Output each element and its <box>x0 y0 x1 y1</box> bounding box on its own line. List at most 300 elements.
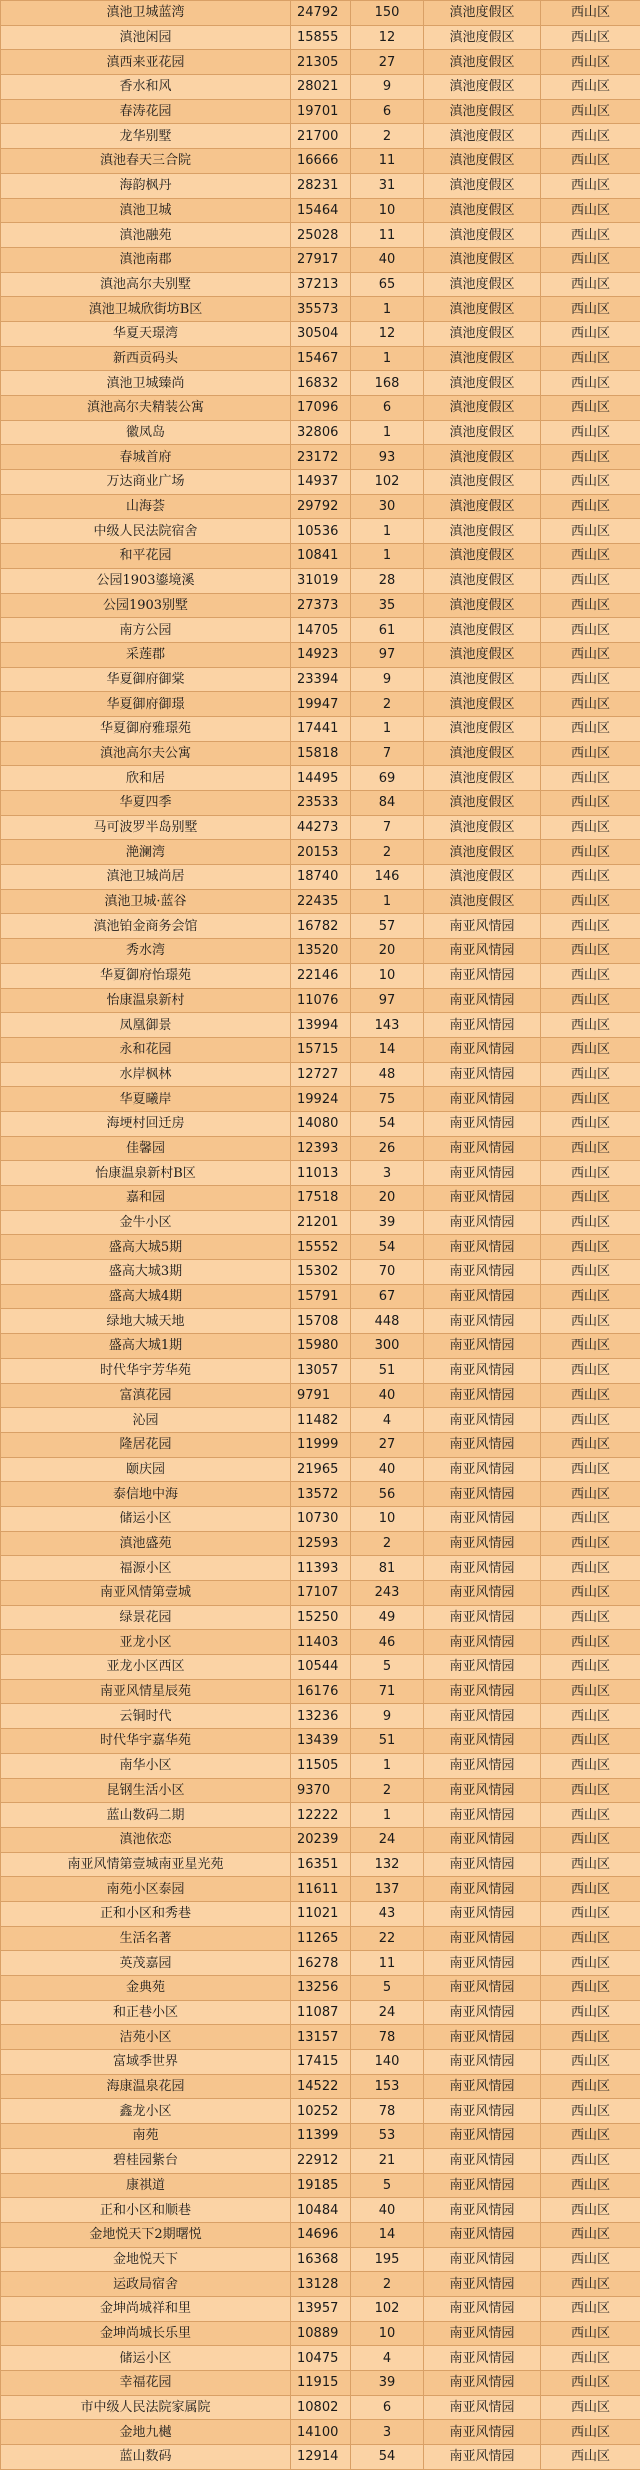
listing-count-cell: 78 <box>351 2025 424 2050</box>
district-cell: 西山区 <box>541 791 640 816</box>
district-cell: 西山区 <box>541 346 640 371</box>
table-row <box>1 445 640 470</box>
district-cell: 西山区 <box>541 1976 640 2001</box>
table-row <box>1 1013 640 1038</box>
price-cell: 17096 <box>291 396 351 421</box>
table-row <box>1 1803 640 1828</box>
area-cell: 南亚风情园 <box>424 2173 541 2198</box>
district-cell: 西山区 <box>541 1605 640 1630</box>
price-cell: 10841 <box>291 544 351 569</box>
area-cell: 南亚风情园 <box>424 1037 541 1062</box>
listing-count-cell: 10 <box>351 2321 424 2346</box>
price-cell: 16368 <box>291 2247 351 2272</box>
area-cell: 南亚风情园 <box>424 2395 541 2420</box>
price-cell: 21305 <box>291 50 351 75</box>
table-row <box>1 1729 640 1754</box>
area-cell: 南亚风情园 <box>424 1753 541 1778</box>
district-cell: 西山区 <box>541 2124 640 2149</box>
area-cell: 南亚风情园 <box>424 2346 541 2371</box>
community-name-cell: 南亚风情第壹城 <box>1 1581 291 1606</box>
price-cell: 13957 <box>291 2296 351 2321</box>
district-cell: 西山区 <box>541 1358 640 1383</box>
area-cell: 南亚风情园 <box>424 1704 541 1729</box>
price-cell: 25028 <box>291 223 351 248</box>
community-name-cell: 滇池融苑 <box>1 223 291 248</box>
community-name-cell: 华夏御府怡璟苑 <box>1 963 291 988</box>
district-cell: 西山区 <box>541 420 640 445</box>
area-cell: 南亚风情园 <box>424 1729 541 1754</box>
area-cell: 滇池度假区 <box>424 99 541 124</box>
district-cell: 西山区 <box>541 2321 640 2346</box>
community-name-cell: 金地九樾 <box>1 2420 291 2445</box>
community-name-cell: 绿景花园 <box>1 1605 291 1630</box>
listing-count-cell: 14 <box>351 2222 424 2247</box>
listing-count-cell: 39 <box>351 2371 424 2396</box>
table-row <box>1 2445 640 2470</box>
price-cell: 31019 <box>291 568 351 593</box>
table-row <box>1 2321 640 2346</box>
listing-count-cell: 10 <box>351 963 424 988</box>
listing-count-cell: 10 <box>351 198 424 223</box>
district-cell: 西山区 <box>541 741 640 766</box>
price-cell: 10802 <box>291 2395 351 2420</box>
table-row <box>1 2198 640 2223</box>
price-cell: 15708 <box>291 1309 351 1334</box>
table-row <box>1 25 640 50</box>
listing-count-cell: 12 <box>351 321 424 346</box>
table-row <box>1 963 640 988</box>
community-name-cell: 华夏天璟湾 <box>1 321 291 346</box>
listing-count-cell: 40 <box>351 1457 424 1482</box>
area-cell: 南亚风情园 <box>424 2074 541 2099</box>
area-cell: 南亚风情园 <box>424 1186 541 1211</box>
table-row <box>1 840 640 865</box>
price-cell: 30504 <box>291 321 351 346</box>
district-cell: 西山区 <box>541 1630 640 1655</box>
district-cell: 西山区 <box>541 1506 640 1531</box>
listing-count-cell: 78 <box>351 2099 424 2124</box>
listing-count-cell: 35 <box>351 593 424 618</box>
table-row <box>1 1186 640 1211</box>
price-cell: 24792 <box>291 1 351 26</box>
district-cell: 西山区 <box>541 198 640 223</box>
community-name-cell: 鑫龙小区 <box>1 2099 291 2124</box>
district-cell: 西山区 <box>541 2272 640 2297</box>
community-name-cell: 公园1903别墅 <box>1 593 291 618</box>
listing-count-cell: 57 <box>351 914 424 939</box>
listing-count-cell: 56 <box>351 1482 424 1507</box>
price-cell: 15855 <box>291 25 351 50</box>
price-cell: 10252 <box>291 2099 351 2124</box>
area-cell: 南亚风情园 <box>424 1358 541 1383</box>
price-cell: 10544 <box>291 1655 351 1680</box>
area-cell: 滇池度假区 <box>424 420 541 445</box>
community-name-cell: 隆居花园 <box>1 1432 291 1457</box>
table-row <box>1 173 640 198</box>
price-cell: 12393 <box>291 1136 351 1161</box>
area-cell: 滇池度假区 <box>424 50 541 75</box>
listing-count-cell: 9 <box>351 667 424 692</box>
area-cell: 南亚风情园 <box>424 1901 541 1926</box>
price-cell: 20153 <box>291 840 351 865</box>
table-row <box>1 198 640 223</box>
listing-count-cell: 1 <box>351 519 424 544</box>
area-cell: 南亚风情园 <box>424 1383 541 1408</box>
table-row <box>1 1 640 26</box>
table-row <box>1 1679 640 1704</box>
area-cell: 南亚风情园 <box>424 2272 541 2297</box>
district-cell: 西山区 <box>541 1432 640 1457</box>
district-cell: 西山区 <box>541 1309 640 1334</box>
price-cell: 12593 <box>291 1531 351 1556</box>
community-name-cell: 华夏御府雅璟苑 <box>1 716 291 741</box>
price-cell: 13572 <box>291 1482 351 1507</box>
area-cell: 滇池度假区 <box>424 568 541 593</box>
price-cell: 11482 <box>291 1408 351 1433</box>
price-cell: 22912 <box>291 2148 351 2173</box>
area-cell: 南亚风情园 <box>424 1482 541 1507</box>
table-row <box>1 2000 640 2025</box>
community-name-cell: 南亚风情星辰苑 <box>1 1679 291 1704</box>
table-row <box>1 2099 640 2124</box>
listing-count-cell: 195 <box>351 2247 424 2272</box>
area-cell: 南亚风情园 <box>424 1827 541 1852</box>
table-row <box>1 1111 640 1136</box>
listing-count-cell: 39 <box>351 1210 424 1235</box>
area-cell: 南亚风情园 <box>424 1581 541 1606</box>
price-cell: 11021 <box>291 1901 351 1926</box>
community-name-cell: 和平花园 <box>1 544 291 569</box>
table-row <box>1 2346 640 2371</box>
listing-count-cell: 40 <box>351 1383 424 1408</box>
community-name-cell: 亚龙小区西区 <box>1 1655 291 1680</box>
community-name-cell: 滇池卫城欣街坊B区 <box>1 297 291 322</box>
community-name-cell: 盛高大城1期 <box>1 1334 291 1359</box>
community-name-cell: 南华小区 <box>1 1753 291 1778</box>
district-cell: 西山区 <box>541 1729 640 1754</box>
table-row <box>1 297 640 322</box>
community-name-cell: 金坤尚城祥和里 <box>1 2296 291 2321</box>
price-cell: 13157 <box>291 2025 351 2050</box>
district-cell: 西山区 <box>541 939 640 964</box>
area-cell: 滇池度假区 <box>424 889 541 914</box>
listing-count-cell: 40 <box>351 247 424 272</box>
price-cell: 16782 <box>291 914 351 939</box>
table-row <box>1 1877 640 1902</box>
listing-count-cell: 12 <box>351 25 424 50</box>
price-cell: 23533 <box>291 791 351 816</box>
district-cell: 西山区 <box>541 519 640 544</box>
community-name-cell: 水岸枫林 <box>1 1062 291 1087</box>
area-cell: 南亚风情园 <box>424 1951 541 1976</box>
listing-count-cell: 6 <box>351 2395 424 2420</box>
listing-count-cell: 9 <box>351 1704 424 1729</box>
price-cell: 15715 <box>291 1037 351 1062</box>
table-row <box>1 1976 640 2001</box>
listing-count-cell: 11 <box>351 223 424 248</box>
district-cell: 西山区 <box>541 25 640 50</box>
community-name-cell: 欣和居 <box>1 766 291 791</box>
table-row <box>1 1408 640 1433</box>
listing-count-cell: 140 <box>351 2050 424 2075</box>
listing-count-cell: 21 <box>351 2148 424 2173</box>
listing-count-cell: 1 <box>351 544 424 569</box>
listing-count-cell: 54 <box>351 2445 424 2470</box>
community-name-cell: 时代华宇嘉华苑 <box>1 1729 291 1754</box>
district-cell: 西山区 <box>541 1827 640 1852</box>
community-name-cell: 新西贡码头 <box>1 346 291 371</box>
listing-count-cell: 153 <box>351 2074 424 2099</box>
price-cell: 13128 <box>291 2272 351 2297</box>
table-row <box>1 1556 640 1581</box>
area-cell: 南亚风情园 <box>424 1630 541 1655</box>
price-cell: 21965 <box>291 1457 351 1482</box>
price-cell: 14705 <box>291 618 351 643</box>
listing-count-cell: 54 <box>351 1235 424 1260</box>
price-cell: 32806 <box>291 420 351 445</box>
table-row <box>1 50 640 75</box>
area-cell: 南亚风情园 <box>424 2025 541 2050</box>
price-cell: 19947 <box>291 692 351 717</box>
district-cell: 西山区 <box>541 1556 640 1581</box>
price-cell: 15980 <box>291 1334 351 1359</box>
listing-count-cell: 84 <box>351 791 424 816</box>
community-name-cell: 滇池卫城臻尚 <box>1 371 291 396</box>
listing-count-cell: 6 <box>351 396 424 421</box>
area-cell: 滇池度假区 <box>424 642 541 667</box>
table-row <box>1 1087 640 1112</box>
listing-count-cell: 3 <box>351 1161 424 1186</box>
table-row <box>1 1704 640 1729</box>
price-cell: 17107 <box>291 1581 351 1606</box>
table-row <box>1 2395 640 2420</box>
area-cell: 南亚风情园 <box>424 1284 541 1309</box>
listing-count-cell: 65 <box>351 272 424 297</box>
area-cell: 滇池度假区 <box>424 544 541 569</box>
listing-count-cell: 1 <box>351 297 424 322</box>
district-cell: 西山区 <box>541 2222 640 2247</box>
area-cell: 滇池度假区 <box>424 371 541 396</box>
area-cell: 南亚风情园 <box>424 2321 541 2346</box>
listing-count-cell: 132 <box>351 1852 424 1877</box>
table-row <box>1 2420 640 2445</box>
table-row <box>1 1309 640 1334</box>
area-cell: 南亚风情园 <box>424 1679 541 1704</box>
table-row <box>1 1901 640 1926</box>
area-cell: 滇池度假区 <box>424 346 541 371</box>
area-cell: 南亚风情园 <box>424 1531 541 1556</box>
district-cell: 西山区 <box>541 988 640 1013</box>
area-cell: 南亚风情园 <box>424 1161 541 1186</box>
price-cell: 10889 <box>291 2321 351 2346</box>
listing-count-cell: 137 <box>351 1877 424 1902</box>
area-cell: 滇池度假区 <box>424 297 541 322</box>
table-row <box>1 1457 640 1482</box>
area-cell: 南亚风情园 <box>424 2296 541 2321</box>
listing-count-cell: 11 <box>351 149 424 174</box>
table-row <box>1 371 640 396</box>
price-cell: 16666 <box>291 149 351 174</box>
area-cell: 滇池度假区 <box>424 741 541 766</box>
district-cell: 西山区 <box>541 667 640 692</box>
listing-count-cell: 27 <box>351 50 424 75</box>
community-name-cell: 海埂村回迁房 <box>1 1111 291 1136</box>
price-cell: 20239 <box>291 1827 351 1852</box>
district-cell: 西山区 <box>541 445 640 470</box>
area-cell: 滇池度假区 <box>424 198 541 223</box>
community-name-cell: 蓝山数码 <box>1 2445 291 2470</box>
area-cell: 滇池度假区 <box>424 272 541 297</box>
community-name-cell: 凤凰御景 <box>1 1013 291 1038</box>
district-cell: 西山区 <box>541 2000 640 2025</box>
community-name-cell: 香水和风 <box>1 75 291 100</box>
district-cell: 西山区 <box>541 1013 640 1038</box>
listing-count-cell: 143 <box>351 1013 424 1038</box>
price-cell: 9791 <box>291 1383 351 1408</box>
price-cell: 11393 <box>291 1556 351 1581</box>
community-name-cell: 春涛花园 <box>1 99 291 124</box>
community-name-cell: 盛高大城5期 <box>1 1235 291 1260</box>
listing-count-cell: 4 <box>351 2346 424 2371</box>
area-cell: 南亚风情园 <box>424 914 541 939</box>
community-name-cell: 中级人民法院宿舍 <box>1 519 291 544</box>
district-cell: 西山区 <box>541 149 640 174</box>
district-cell: 西山区 <box>541 124 640 149</box>
listing-count-cell: 67 <box>351 1284 424 1309</box>
listing-count-cell: 26 <box>351 1136 424 1161</box>
area-cell: 滇池度假区 <box>424 815 541 840</box>
community-name-cell: 金坤尚城长乐里 <box>1 2321 291 2346</box>
area-cell: 南亚风情园 <box>424 1309 541 1334</box>
listing-count-cell: 51 <box>351 1358 424 1383</box>
price-cell: 11915 <box>291 2371 351 2396</box>
community-name-cell: 马可波罗半岛别墅 <box>1 815 291 840</box>
area-cell: 南亚风情园 <box>424 1334 541 1359</box>
community-name-cell: 公园1903鎏境溪 <box>1 568 291 593</box>
price-cell: 14080 <box>291 1111 351 1136</box>
listing-count-cell: 1 <box>351 889 424 914</box>
area-cell: 滇池度假区 <box>424 124 541 149</box>
community-name-cell: 华夏四季 <box>1 791 291 816</box>
community-name-cell: 金地悦天下2期曙悦 <box>1 2222 291 2247</box>
area-cell: 南亚风情园 <box>424 939 541 964</box>
price-cell: 14100 <box>291 2420 351 2445</box>
community-name-cell: 滇池高尔夫精装公寓 <box>1 396 291 421</box>
table-row <box>1 1358 640 1383</box>
district-cell: 西山区 <box>541 1655 640 1680</box>
listing-count-cell: 97 <box>351 642 424 667</box>
listing-count-cell: 93 <box>351 445 424 470</box>
listing-count-cell: 3 <box>351 2420 424 2445</box>
district-cell: 西山区 <box>541 99 640 124</box>
table-row <box>1 1062 640 1087</box>
district-cell: 西山区 <box>541 2025 640 2050</box>
listing-count-cell: 24 <box>351 1827 424 1852</box>
listing-count-cell: 27 <box>351 1432 424 1457</box>
community-name-cell: 储运小区 <box>1 2346 291 2371</box>
price-cell: 23394 <box>291 667 351 692</box>
area-cell: 南亚风情园 <box>424 1605 541 1630</box>
district-cell: 西山区 <box>541 75 640 100</box>
table-row <box>1 2222 640 2247</box>
district-cell: 西山区 <box>541 1926 640 1951</box>
area-cell: 滇池度假区 <box>424 223 541 248</box>
community-name-cell: 滇池春天三合院 <box>1 149 291 174</box>
listing-count-cell: 71 <box>351 1679 424 1704</box>
district-cell: 西山区 <box>541 1037 640 1062</box>
community-name-cell: 颐庆园 <box>1 1457 291 1482</box>
district-cell: 西山区 <box>541 1482 640 1507</box>
community-name-cell: 滇池盛苑 <box>1 1531 291 1556</box>
table-row <box>1 1260 640 1285</box>
table-row <box>1 1284 640 1309</box>
community-name-cell: 怡康温泉新村 <box>1 988 291 1013</box>
listing-count-cell: 1 <box>351 716 424 741</box>
listing-count-cell: 48 <box>351 1062 424 1087</box>
area-cell: 南亚风情园 <box>424 1136 541 1161</box>
area-cell: 南亚风情园 <box>424 1260 541 1285</box>
district-cell: 西山区 <box>541 692 640 717</box>
price-cell: 15467 <box>291 346 351 371</box>
district-cell: 西山区 <box>541 1457 640 1482</box>
district-cell: 西山区 <box>541 2395 640 2420</box>
area-cell: 滇池度假区 <box>424 470 541 495</box>
table-row <box>1 692 640 717</box>
community-name-cell: 富滇花园 <box>1 1383 291 1408</box>
community-name-cell: 采莲郡 <box>1 642 291 667</box>
area-cell: 南亚风情园 <box>424 2222 541 2247</box>
area-cell: 南亚风情园 <box>424 1556 541 1581</box>
community-name-cell: 海康温泉花园 <box>1 2074 291 2099</box>
table-row <box>1 791 640 816</box>
area-cell: 滇池度假区 <box>424 791 541 816</box>
area-cell: 南亚风情园 <box>424 963 541 988</box>
table-body <box>1 1 640 2470</box>
district-cell: 西山区 <box>541 1408 640 1433</box>
district-cell: 西山区 <box>541 1161 640 1186</box>
district-cell: 西山区 <box>541 2099 640 2124</box>
area-cell: 滇池度假区 <box>424 865 541 890</box>
district-cell: 西山区 <box>541 1531 640 1556</box>
area-cell: 南亚风情园 <box>424 2445 541 2470</box>
community-name-cell: 徽凤岛 <box>1 420 291 445</box>
price-cell: 13520 <box>291 939 351 964</box>
area-cell: 南亚风情园 <box>424 1778 541 1803</box>
area-cell: 南亚风情园 <box>424 2420 541 2445</box>
district-cell: 西山区 <box>541 593 640 618</box>
listing-count-cell: 43 <box>351 1901 424 1926</box>
table-row <box>1 815 640 840</box>
table-row <box>1 2148 640 2173</box>
table-row <box>1 1753 640 1778</box>
community-name-cell: 幸福花园 <box>1 2371 291 2396</box>
price-cell: 10484 <box>291 2198 351 2223</box>
district-cell: 西山区 <box>541 1186 640 1211</box>
price-cell: 21201 <box>291 1210 351 1235</box>
price-cell: 14522 <box>291 2074 351 2099</box>
area-cell: 南亚风情园 <box>424 1803 541 1828</box>
listing-count-cell: 7 <box>351 741 424 766</box>
table-row <box>1 396 640 421</box>
table-row <box>1 716 640 741</box>
district-cell: 西山区 <box>541 1852 640 1877</box>
table-row <box>1 1210 640 1235</box>
listing-count-cell: 2 <box>351 1778 424 1803</box>
community-name-cell: 运政局宿舍 <box>1 2272 291 2297</box>
listing-count-cell: 14 <box>351 1037 424 1062</box>
district-cell: 西山区 <box>541 2371 640 2396</box>
district-cell: 西山区 <box>541 272 640 297</box>
